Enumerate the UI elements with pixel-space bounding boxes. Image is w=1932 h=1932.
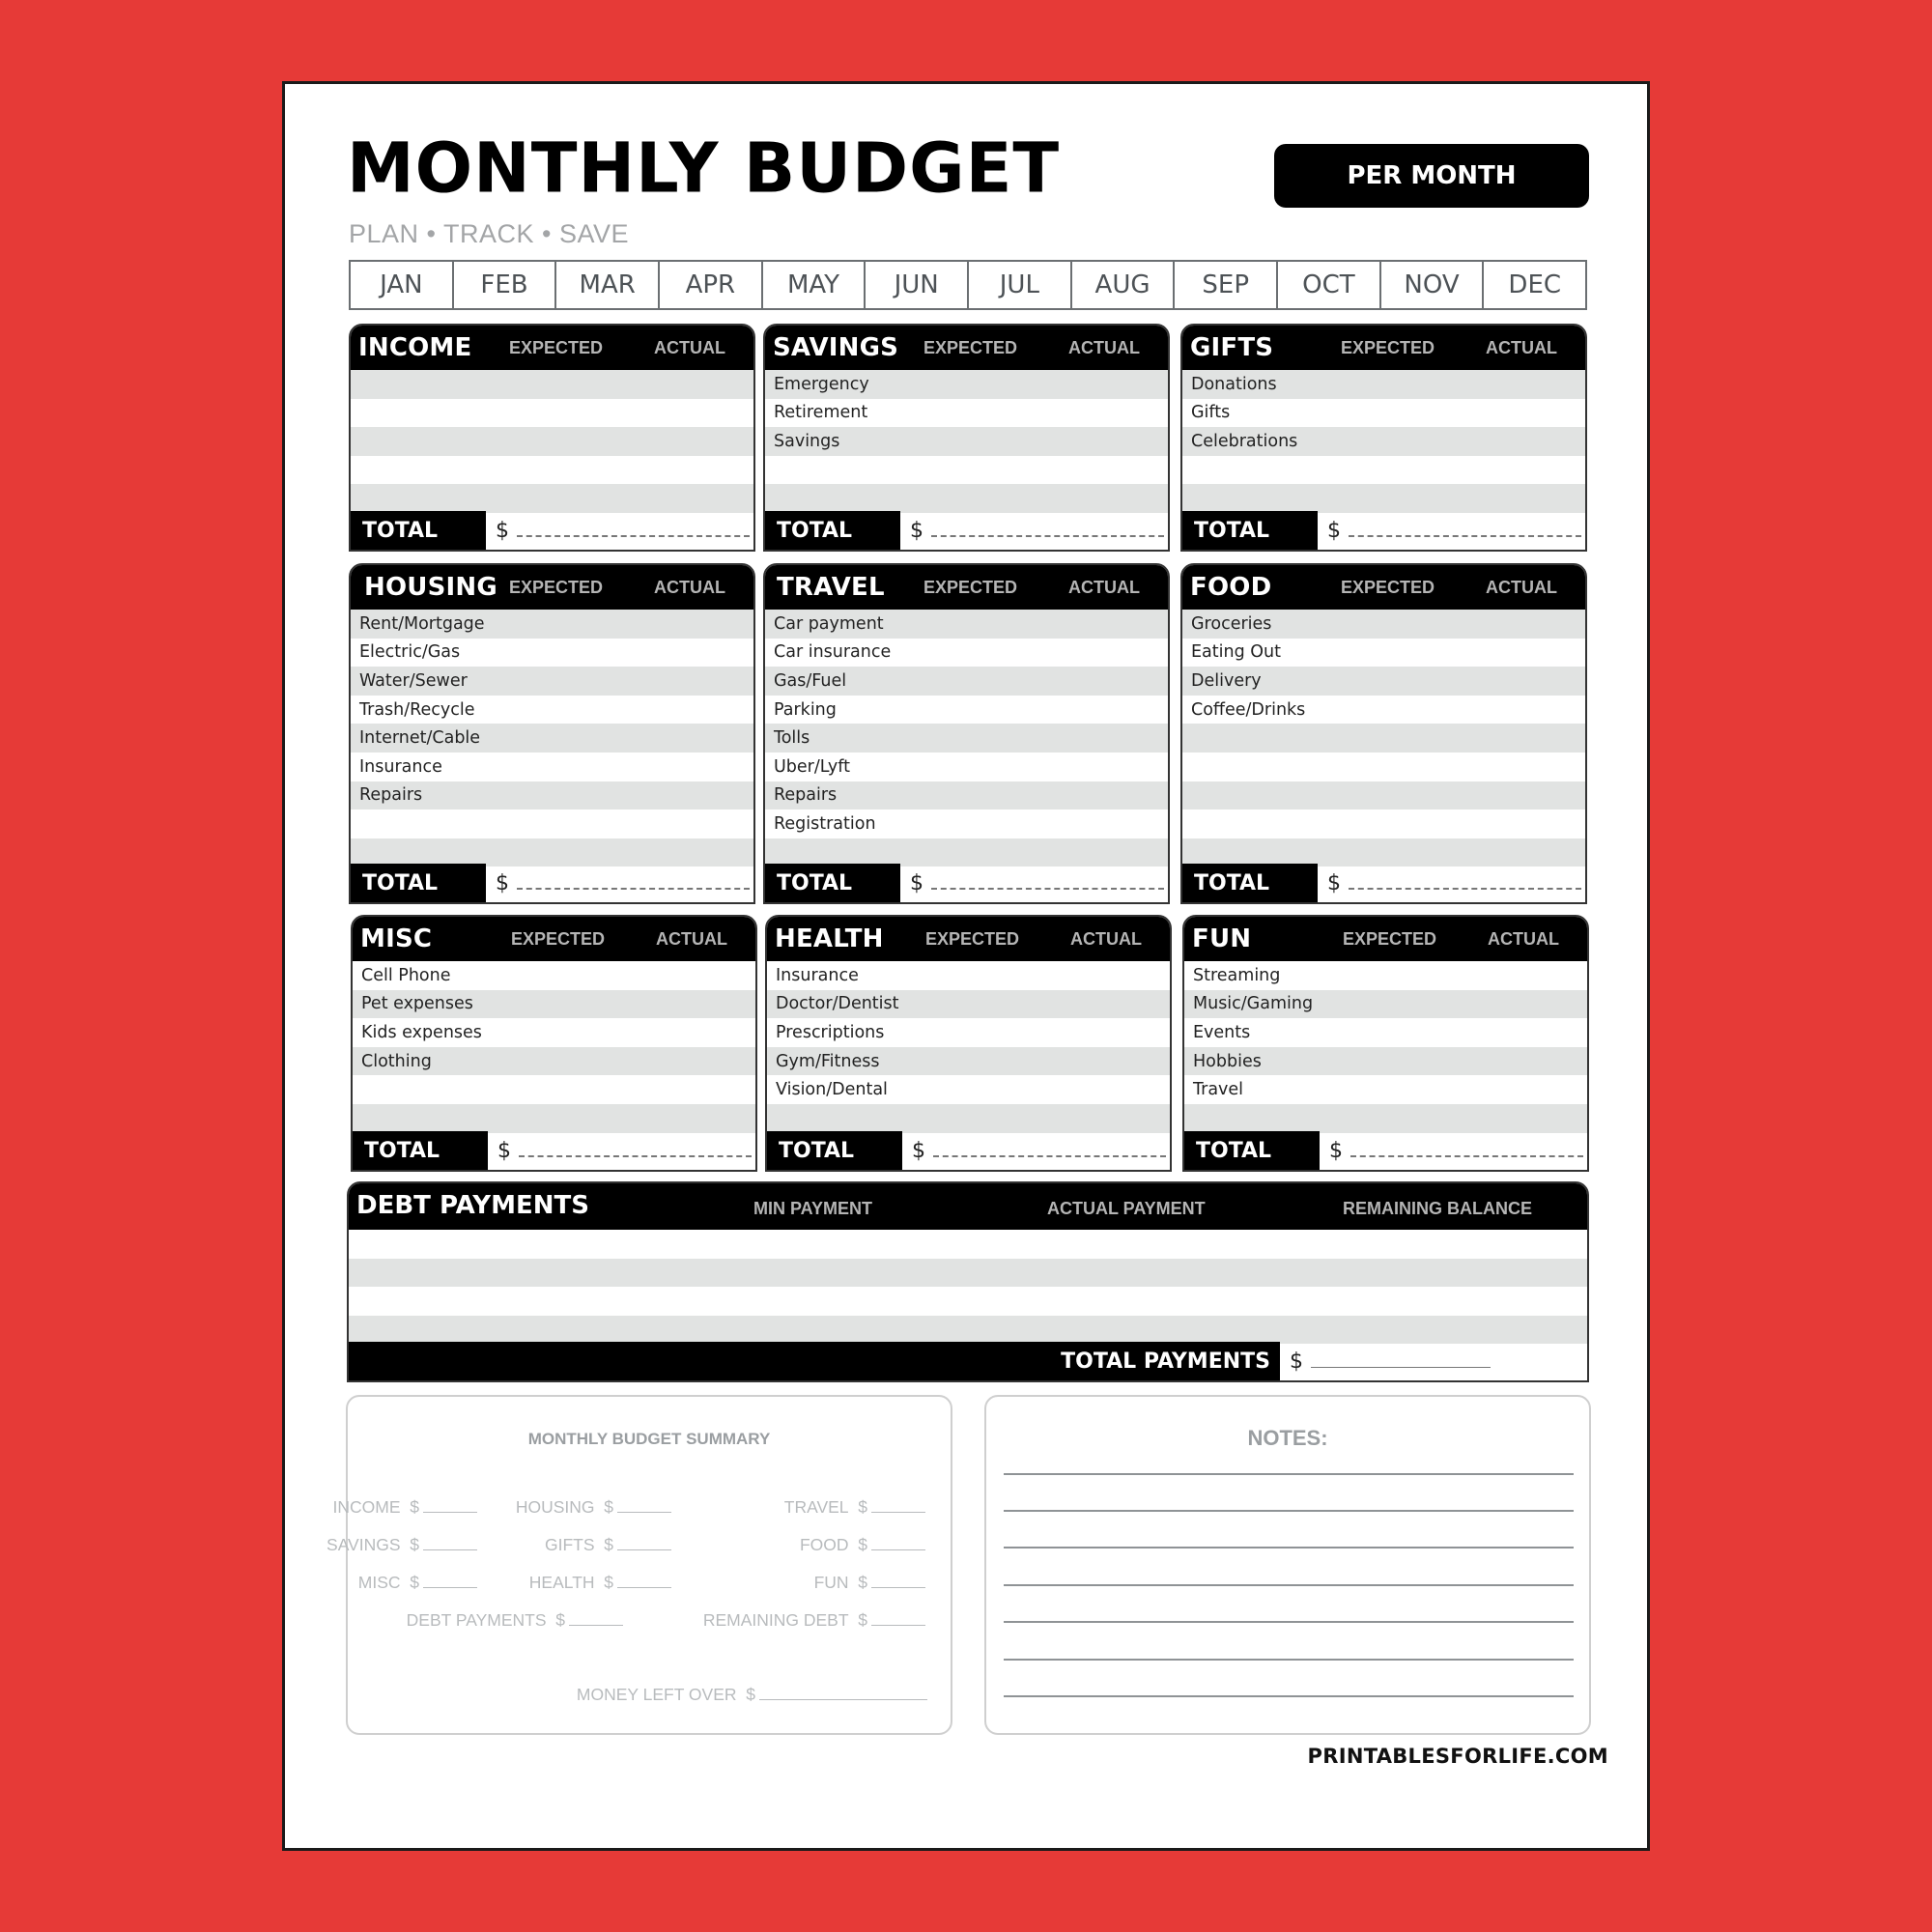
savings-row[interactable]: [765, 484, 1168, 513]
dollar-sign: $: [410, 1497, 419, 1517]
gifts-total-field[interactable]: [1318, 511, 1585, 550]
health-row[interactable]: [767, 1104, 1170, 1133]
income-row[interactable]: [351, 456, 753, 485]
notes-box[interactable]: [984, 1395, 1591, 1735]
travel-row[interactable]: Parking: [774, 699, 837, 720]
dollar-sign: $: [496, 870, 509, 895]
health-total-row: [767, 1131, 1170, 1170]
food-row[interactable]: [1182, 838, 1585, 867]
dollar-sign: $: [858, 1497, 867, 1517]
misc-total-field[interactable]: [488, 1131, 755, 1170]
income-row[interactable]: [351, 370, 753, 399]
month-may[interactable]: MAY: [763, 262, 867, 308]
total-blank-line: [1350, 1144, 1583, 1157]
travel-row[interactable]: Car insurance: [774, 642, 892, 663]
housing-block: [349, 563, 755, 904]
fun-row[interactable]: Music/Gaming: [1184, 990, 1587, 1019]
summary-label: DEBT PAYMENTS: [406, 1610, 547, 1630]
dollar-sign: $: [910, 870, 923, 895]
housing-row[interactable]: Repairs: [351, 781, 753, 810]
actual-column-header: ACTUAL: [1068, 337, 1140, 357]
food-total-field[interactable]: [1318, 864, 1585, 902]
food-row[interactable]: Groceries: [1182, 610, 1585, 639]
month-jun[interactable]: JUN: [866, 262, 969, 308]
gifts-row[interactable]: Celebrations: [1182, 427, 1585, 456]
actual-column-header: ACTUAL: [1488, 928, 1559, 949]
dollar-sign: $: [746, 1685, 755, 1704]
total-blank-line: [1349, 524, 1581, 537]
food-title: FOOD: [1190, 573, 1272, 602]
note-line: [1004, 1473, 1574, 1475]
misc-block: [351, 915, 757, 1172]
housing-row[interactable]: Internet/Cable: [351, 724, 753, 753]
expected-column-header: EXPECTED: [923, 577, 1018, 597]
total-blank-line: [517, 524, 750, 537]
month-oct[interactable]: OCT: [1278, 262, 1381, 308]
note-line: [1004, 1584, 1574, 1586]
misc-title: MISC: [360, 924, 433, 953]
dollar-sign: $: [858, 1535, 867, 1554]
debt-header: [349, 1183, 1587, 1230]
debt-title: DEBT PAYMENTS: [356, 1191, 589, 1220]
dollar-sign: $: [604, 1535, 613, 1554]
total-label: TOTAL: [353, 1131, 488, 1170]
expected-column-header: EXPECTED: [509, 577, 604, 597]
actual-column-header: ACTUAL: [1486, 337, 1557, 357]
summary-health[interactable]: [529, 1573, 671, 1593]
food-block: [1180, 563, 1587, 904]
summary-fun[interactable]: [814, 1573, 925, 1593]
actual-column-header: ACTUAL: [1070, 928, 1142, 949]
summary-housing[interactable]: [516, 1497, 671, 1518]
debt-total-row: [349, 1342, 1587, 1380]
housing-row[interactable]: Electric/Gas: [359, 642, 461, 663]
blank-line: [871, 1512, 925, 1513]
brand-footer: PRINTABLESFORLIFE.COM: [1307, 1745, 1608, 1768]
blank-line: [759, 1699, 927, 1700]
travel-header: [765, 565, 1168, 610]
total-blank-line: [1311, 1354, 1491, 1368]
gifts-header: [1182, 326, 1585, 370]
travel-row[interactable]: Car payment: [765, 610, 1168, 639]
dollar-sign: $: [1327, 870, 1341, 895]
health-block: [765, 915, 1172, 1172]
health-title: HEALTH: [775, 924, 884, 953]
housing-row[interactable]: Trash/Recycle: [359, 699, 475, 720]
summary-label: REMAINING DEBT: [702, 1610, 849, 1630]
total-label: TOTAL: [1184, 1131, 1320, 1170]
gifts-total-row: [1182, 511, 1585, 550]
blank-line: [423, 1587, 477, 1588]
housing-row[interactable]: Water/Sewer: [351, 667, 753, 696]
total-label: TOTAL: [1182, 511, 1318, 550]
housing-row[interactable]: Rent/Mortgage: [351, 610, 753, 639]
health-row[interactable]: Prescriptions: [776, 1022, 885, 1042]
dollar-sign: $: [555, 1610, 565, 1630]
health-row[interactable]: Vision/Dental: [776, 1080, 888, 1100]
fun-total-field[interactable]: [1320, 1131, 1587, 1170]
travel-total-field[interactable]: [900, 864, 1168, 902]
total-blank-line: [1349, 876, 1581, 890]
misc-total-row: [353, 1131, 755, 1170]
savings-header: [765, 326, 1168, 370]
dollar-sign: $: [910, 518, 923, 543]
fun-title: FUN: [1192, 924, 1252, 953]
blank-line: [617, 1549, 671, 1550]
travel-row[interactable]: Gas/Fuel: [765, 667, 1168, 696]
month-apr[interactable]: APR: [660, 262, 763, 308]
housing-total-row: [351, 864, 753, 902]
savings-row[interactable]: Emergency: [765, 370, 1168, 399]
dollar-sign: $: [912, 1138, 925, 1163]
summary-gifts[interactable]: [545, 1535, 671, 1555]
dollar-sign: $: [410, 1535, 419, 1554]
summary-travel[interactable]: [784, 1497, 925, 1518]
travel-row[interactable]: Repairs: [765, 781, 1168, 810]
actual-column-header: ACTUAL: [1486, 577, 1557, 597]
income-row[interactable]: [351, 399, 753, 428]
food-total-row: [1182, 864, 1585, 902]
debt-row[interactable]: [349, 1316, 1587, 1345]
blank-line: [423, 1549, 477, 1550]
actual-column-header: ACTUAL: [656, 928, 727, 949]
summary-title: MONTHLY BUDGET SUMMARY: [527, 1430, 771, 1448]
gifts-row[interactable]: [1182, 456, 1585, 485]
misc-row[interactable]: Clothing: [353, 1047, 755, 1076]
dollar-sign: $: [1329, 1138, 1343, 1163]
notes-title: NOTES:: [1247, 1426, 1328, 1450]
food-row[interactable]: [1182, 781, 1585, 810]
blank-line: [569, 1625, 623, 1626]
summary-debt-payments[interactable]: [407, 1610, 623, 1631]
fun-total-row: [1184, 1131, 1587, 1170]
income-block: [349, 324, 755, 552]
month-sep[interactable]: SEP: [1175, 262, 1278, 308]
monthly-budget-summary: [327, 1395, 952, 1735]
summary-label: INCOME: [332, 1497, 401, 1517]
dollar-sign: $: [497, 1138, 511, 1163]
debt-row[interactable]: [349, 1230, 1587, 1259]
summary-money-left-over[interactable]: [577, 1685, 927, 1705]
income-total-row: [351, 511, 753, 550]
month-aug[interactable]: AUG: [1072, 262, 1176, 308]
dollar-sign: $: [1290, 1349, 1303, 1374]
travel-total-row: [765, 864, 1168, 902]
month-selector: [349, 260, 1587, 310]
budget-page: [282, 81, 1650, 1851]
housing-title: HOUSING: [364, 573, 497, 602]
expected-column-header: EXPECTED: [509, 337, 604, 357]
summary-label: GIFTS: [545, 1535, 595, 1554]
note-line: [1004, 1547, 1574, 1548]
blank-line: [871, 1587, 925, 1588]
fun-row[interactable]: Events: [1193, 1022, 1251, 1042]
food-header: [1182, 565, 1585, 610]
per-month-badge: PER MONTH: [1274, 144, 1589, 208]
summary-misc[interactable]: [358, 1573, 477, 1593]
fun-row[interactable]: Hobbies: [1184, 1047, 1587, 1076]
travel-row[interactable]: Uber/Lyft: [774, 756, 850, 777]
total-blank-line: [933, 1144, 1166, 1157]
gifts-title: GIFTS: [1190, 333, 1274, 362]
actual-payment-column-header: ACTUAL PAYMENT: [1047, 1199, 1206, 1218]
fun-row[interactable]: Streaming: [1193, 965, 1281, 985]
total-label: TOTAL: [765, 511, 900, 550]
misc-row[interactable]: [353, 1075, 755, 1104]
dollar-sign: $: [1327, 518, 1341, 543]
actual-column-header: ACTUAL: [654, 337, 725, 357]
summary-label: MISC: [357, 1573, 401, 1592]
debt-row[interactable]: [349, 1287, 1587, 1316]
note-line: [1004, 1659, 1574, 1661]
income-total-field[interactable]: [486, 511, 753, 550]
blank-line: [617, 1512, 671, 1513]
dollar-sign: $: [604, 1573, 613, 1592]
actual-column-header: ACTUAL: [1068, 577, 1140, 597]
blank-line: [871, 1625, 925, 1626]
income-title: INCOME: [358, 333, 472, 362]
month-mar[interactable]: MAR: [556, 262, 660, 308]
actual-column-header: ACTUAL: [654, 577, 725, 597]
travel-title: TRAVEL: [777, 573, 885, 602]
summary-savings[interactable]: [327, 1535, 477, 1555]
expected-column-header: EXPECTED: [923, 337, 1018, 357]
housing-row[interactable]: [351, 810, 753, 838]
summary-label: MONEY LEFT OVER: [576, 1685, 737, 1704]
dollar-sign: $: [604, 1497, 613, 1517]
misc-row[interactable]: Pet expenses: [353, 990, 755, 1019]
summary-label: HOUSING: [515, 1497, 595, 1517]
savings-row[interactable]: Retirement: [774, 403, 868, 423]
fun-block: [1182, 915, 1589, 1172]
fun-header: [1184, 917, 1587, 961]
food-row[interactable]: Eating Out: [1191, 642, 1281, 663]
expected-column-header: EXPECTED: [925, 928, 1020, 949]
travel-row[interactable]: [765, 838, 1168, 867]
blank-line: [617, 1587, 671, 1588]
min-payment-column-header: MIN PAYMENT: [753, 1199, 873, 1218]
housing-header: [351, 565, 753, 610]
total-blank-line: [519, 1144, 752, 1157]
remaining-balance-column-header: REMAINING BALANCE: [1343, 1199, 1532, 1218]
blank-line: [871, 1549, 925, 1550]
health-row[interactable]: Insurance: [776, 965, 859, 985]
savings-row[interactable]: Savings: [765, 427, 1168, 456]
gifts-row[interactable]: Gifts: [1191, 403, 1231, 423]
housing-row[interactable]: Insurance: [359, 756, 442, 777]
summary-food[interactable]: [800, 1535, 925, 1555]
total-blank-line: [931, 524, 1164, 537]
page-subtitle: PLAN • TRACK • SAVE: [349, 219, 629, 248]
food-row[interactable]: [1182, 810, 1585, 838]
month-nov[interactable]: NOV: [1381, 262, 1485, 308]
misc-row[interactable]: [353, 1104, 755, 1133]
summary-remaining-debt[interactable]: [703, 1610, 925, 1631]
health-row[interactable]: Gym/Fitness: [767, 1047, 1170, 1076]
blank-line: [423, 1512, 477, 1513]
housing-total-field[interactable]: [486, 864, 753, 902]
total-label: TOTAL: [767, 1131, 902, 1170]
food-row[interactable]: Delivery: [1182, 667, 1585, 696]
gifts-row[interactable]: Donations: [1182, 370, 1585, 399]
total-label: TOTAL: [765, 864, 900, 902]
note-line: [1004, 1510, 1574, 1512]
savings-row[interactable]: [765, 456, 1168, 485]
total-label: TOTAL: [351, 511, 486, 550]
fun-row[interactable]: Travel: [1193, 1080, 1244, 1100]
summary-label: FOOD: [799, 1535, 849, 1554]
dollar-sign: $: [496, 518, 509, 543]
gifts-row[interactable]: [1182, 484, 1585, 513]
dollar-sign: $: [858, 1573, 867, 1592]
debt-row[interactable]: [349, 1259, 1587, 1288]
food-row[interactable]: [1182, 724, 1585, 753]
misc-row[interactable]: Kids expenses: [361, 1022, 482, 1042]
expected-column-header: EXPECTED: [1343, 928, 1437, 949]
summary-label: TRAVEL: [783, 1497, 849, 1517]
savings-title: SAVINGS: [773, 333, 899, 362]
travel-block: [763, 563, 1170, 904]
summary-income[interactable]: [333, 1497, 477, 1518]
expected-column-header: EXPECTED: [1341, 577, 1435, 597]
savings-total-field[interactable]: [900, 511, 1168, 550]
income-row[interactable]: [351, 484, 753, 513]
fun-row[interactable]: [1184, 1104, 1587, 1133]
misc-row[interactable]: Cell Phone: [361, 965, 451, 985]
income-header: [351, 326, 753, 370]
dollar-sign: $: [858, 1610, 867, 1630]
savings-total-row: [765, 511, 1168, 550]
income-row[interactable]: [351, 427, 753, 456]
travel-row[interactable]: Registration: [774, 813, 876, 834]
health-total-field[interactable]: [902, 1131, 1170, 1170]
dollar-sign: $: [410, 1573, 419, 1592]
page-title: MONTHLY BUDGET: [347, 128, 1061, 209]
note-line: [1004, 1621, 1574, 1623]
misc-header: [353, 917, 755, 961]
food-row[interactable]: [1182, 753, 1585, 781]
food-row[interactable]: Coffee/Drinks: [1191, 699, 1306, 720]
total-blank-line: [517, 876, 750, 890]
month-jul[interactable]: JUL: [969, 262, 1072, 308]
health-row[interactable]: Doctor/Dentist: [767, 990, 1170, 1019]
summary-label: FUN: [813, 1573, 849, 1592]
total-payments-field[interactable]: [1280, 1342, 1587, 1380]
total-blank-line: [931, 876, 1164, 890]
expected-column-header: EXPECTED: [511, 928, 606, 949]
expected-column-header: EXPECTED: [1341, 337, 1435, 357]
gifts-block: [1180, 324, 1587, 552]
note-line: [1004, 1695, 1574, 1697]
total-label: TOTAL: [1182, 864, 1318, 902]
total-payments-label: TOTAL PAYMENTS: [349, 1342, 1280, 1380]
debt-payments-block: [347, 1181, 1589, 1382]
travel-row[interactable]: Tolls: [765, 724, 1168, 753]
summary-label: HEALTH: [528, 1573, 595, 1592]
month-jan[interactable]: JAN: [351, 262, 454, 308]
total-label: TOTAL: [351, 864, 486, 902]
month-feb[interactable]: FEB: [454, 262, 557, 308]
housing-row[interactable]: [351, 838, 753, 867]
health-header: [767, 917, 1170, 961]
month-dec[interactable]: DEC: [1508, 270, 1562, 299]
savings-block: [763, 324, 1170, 552]
summary-label: SAVINGS: [327, 1535, 401, 1554]
